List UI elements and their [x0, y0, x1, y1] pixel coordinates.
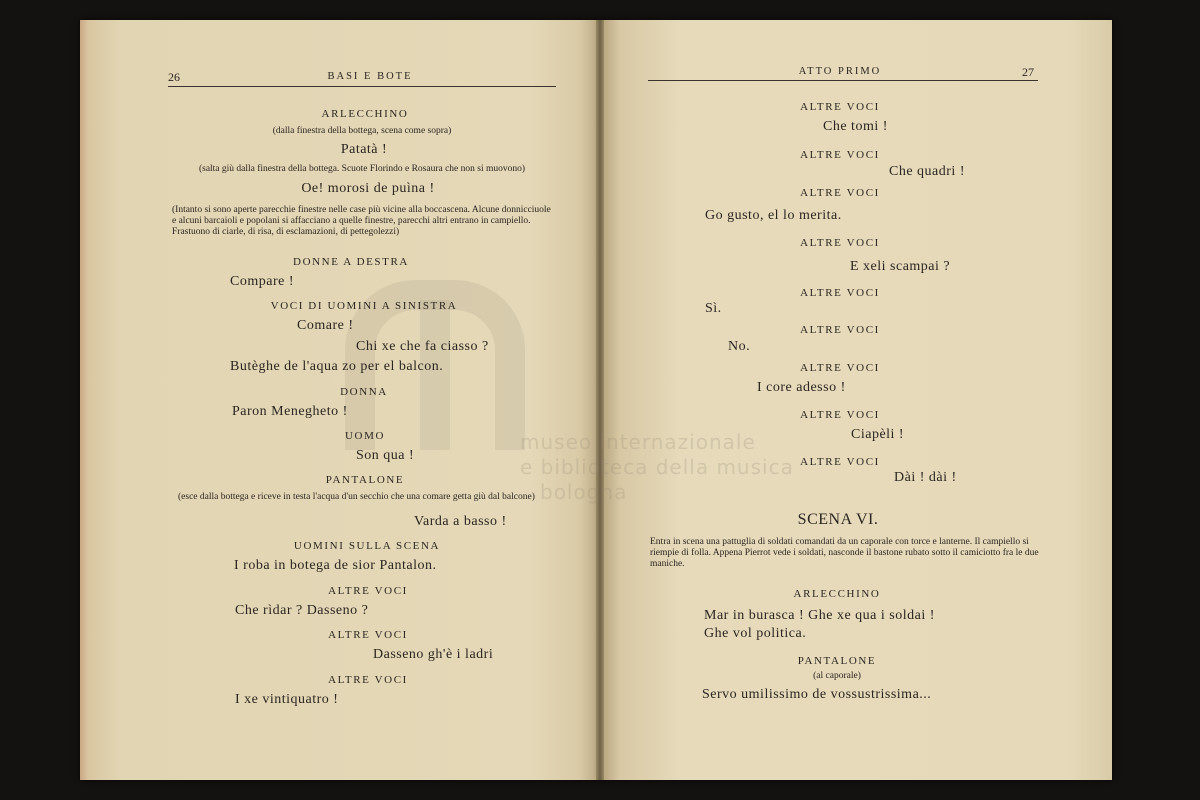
dialogue-line: E xeli scampai ?	[850, 259, 951, 274]
speaker-heading: UOMO	[344, 430, 386, 442]
speaker-heading: ALTRE VOCI	[328, 674, 408, 686]
stage-direction-paragraph: (Intanto si sono aperte parecchie finestre nelle case più vicine alla boccascena. Alcune donnicciuole e alcuni barcaioli e popolani si affacciano a quelle finestre, parecchi altri entrano in campiello. Frastuono di ciarle, di risa, di esclamazioni, di pettegolezzi)	[172, 205, 551, 237]
speaker-heading: ALTRE VOCI	[800, 149, 880, 161]
stage-direction-paragraph: Entra in scena una pattuglia di soldati comandati da un caporale con torce e lanterne. Il campiello si riempie di folla. Appena Pierrot vede i soldati, nasconde il bastone rubato sotto il camiciotto fra le due maniche.	[650, 537, 1039, 569]
stage-direction: (dalla finestra della bottega, scena come sopra)	[272, 126, 452, 136]
speaker-heading: ALTRE VOCI	[800, 237, 880, 249]
dialogue-line: Oe! morosi de puìna !	[301, 181, 435, 196]
dialogue-line: Sì.	[705, 301, 722, 316]
watermark-line-3: bologna	[540, 480, 628, 504]
book-spine	[596, 20, 604, 780]
speaker-heading: ALTRE VOCI	[800, 324, 880, 336]
speaker-heading: VOCI DI UOMINI A SINISTRA	[270, 300, 458, 312]
left-running-head: BASI E BOTE	[327, 71, 413, 82]
speaker-heading: ARLECCHINO	[321, 108, 409, 120]
speaker-heading: ALTRE VOCI	[328, 629, 408, 641]
dialogue-line: Che rìdar ? Dasseno ?	[235, 603, 369, 618]
speaker-heading: ALTRE VOCI	[800, 287, 880, 299]
speaker-heading: DONNE A DESTRA	[293, 256, 409, 268]
dialogue-line: No.	[728, 339, 751, 354]
stage-direction: (salta giù dalla finestra della bottega. Scuote Florindo e Rosaura che non si muovono)	[198, 164, 526, 174]
right-header-rule	[648, 80, 1038, 81]
speaker-heading: DONNA	[340, 386, 388, 398]
dialogue-line: Servo umilissimo de vossustrissima...	[702, 687, 932, 702]
dialogue-line: Varda a basso !	[414, 514, 507, 529]
speaker-heading: PANTALONE	[325, 474, 405, 486]
dialogue-line: Che quadri !	[889, 164, 965, 179]
dialogue-line: Son qua !	[356, 448, 415, 463]
dialogue-line: Che tomi !	[823, 119, 888, 134]
speaker-heading: ALTRE VOCI	[328, 585, 408, 597]
speaker-heading: PANTALONE	[797, 655, 877, 667]
stage-direction-paragraph: (esce dalla bottega e riceve in testa l'acqua d'un secchio che una comare getta giù dal balcone)	[178, 492, 535, 502]
dialogue-line: I roba in botega de sior Pantalon.	[234, 558, 437, 573]
dialogue-line: Ghe vol politica.	[704, 626, 807, 641]
dialogue-line: Paron Menegheto !	[232, 404, 348, 419]
scene-title: SCENA VI.	[797, 511, 879, 528]
speaker-heading: ALTRE VOCI	[800, 409, 880, 421]
dialogue-line: Ciapèli !	[851, 427, 905, 442]
dialogue-line: Dài ! dài !	[894, 470, 957, 485]
dialogue-line: Compare !	[230, 274, 294, 289]
speaker-heading: ARLECCHINO	[793, 588, 881, 600]
left-page-number: 26	[168, 70, 180, 84]
watermark-line-1: museo internazionale	[520, 430, 756, 454]
speaker-heading: UOMINI SULLA SCENA	[293, 540, 441, 552]
dialogue-line: Dasseno gh'è i ladri	[373, 647, 494, 662]
speaker-heading: ALTRE VOCI	[800, 362, 880, 374]
right-running-head: ATTO PRIMO	[798, 66, 882, 77]
right-page-number: 27	[1022, 65, 1034, 79]
speaker-heading: ALTRE VOCI	[800, 187, 880, 199]
speaker-heading: ALTRE VOCI	[800, 456, 880, 468]
dialogue-line: Chi xe che fa ciasso ?	[356, 339, 489, 354]
dialogue-line: Go gusto, el lo merita.	[705, 208, 842, 223]
speaker-heading: ALTRE VOCI	[800, 101, 880, 113]
stage-direction: (al caporale)	[813, 671, 861, 681]
left-header-rule	[168, 86, 556, 87]
dialogue-line: I core adesso !	[757, 380, 846, 395]
dialogue-line: Mar in burasca ! Ghe xe qua i soldai !	[704, 608, 935, 623]
dialogue-line: Patatà !	[340, 142, 388, 157]
dialogue-line: Butèghe de l'aqua zo per el balcon.	[230, 359, 444, 374]
dialogue-line: I xe vintiquatro !	[235, 692, 339, 707]
watermark-logo-bar	[420, 300, 450, 450]
dialogue-line: Comare !	[297, 318, 354, 333]
watermark-line-2: e biblioteca della musica	[520, 455, 794, 479]
